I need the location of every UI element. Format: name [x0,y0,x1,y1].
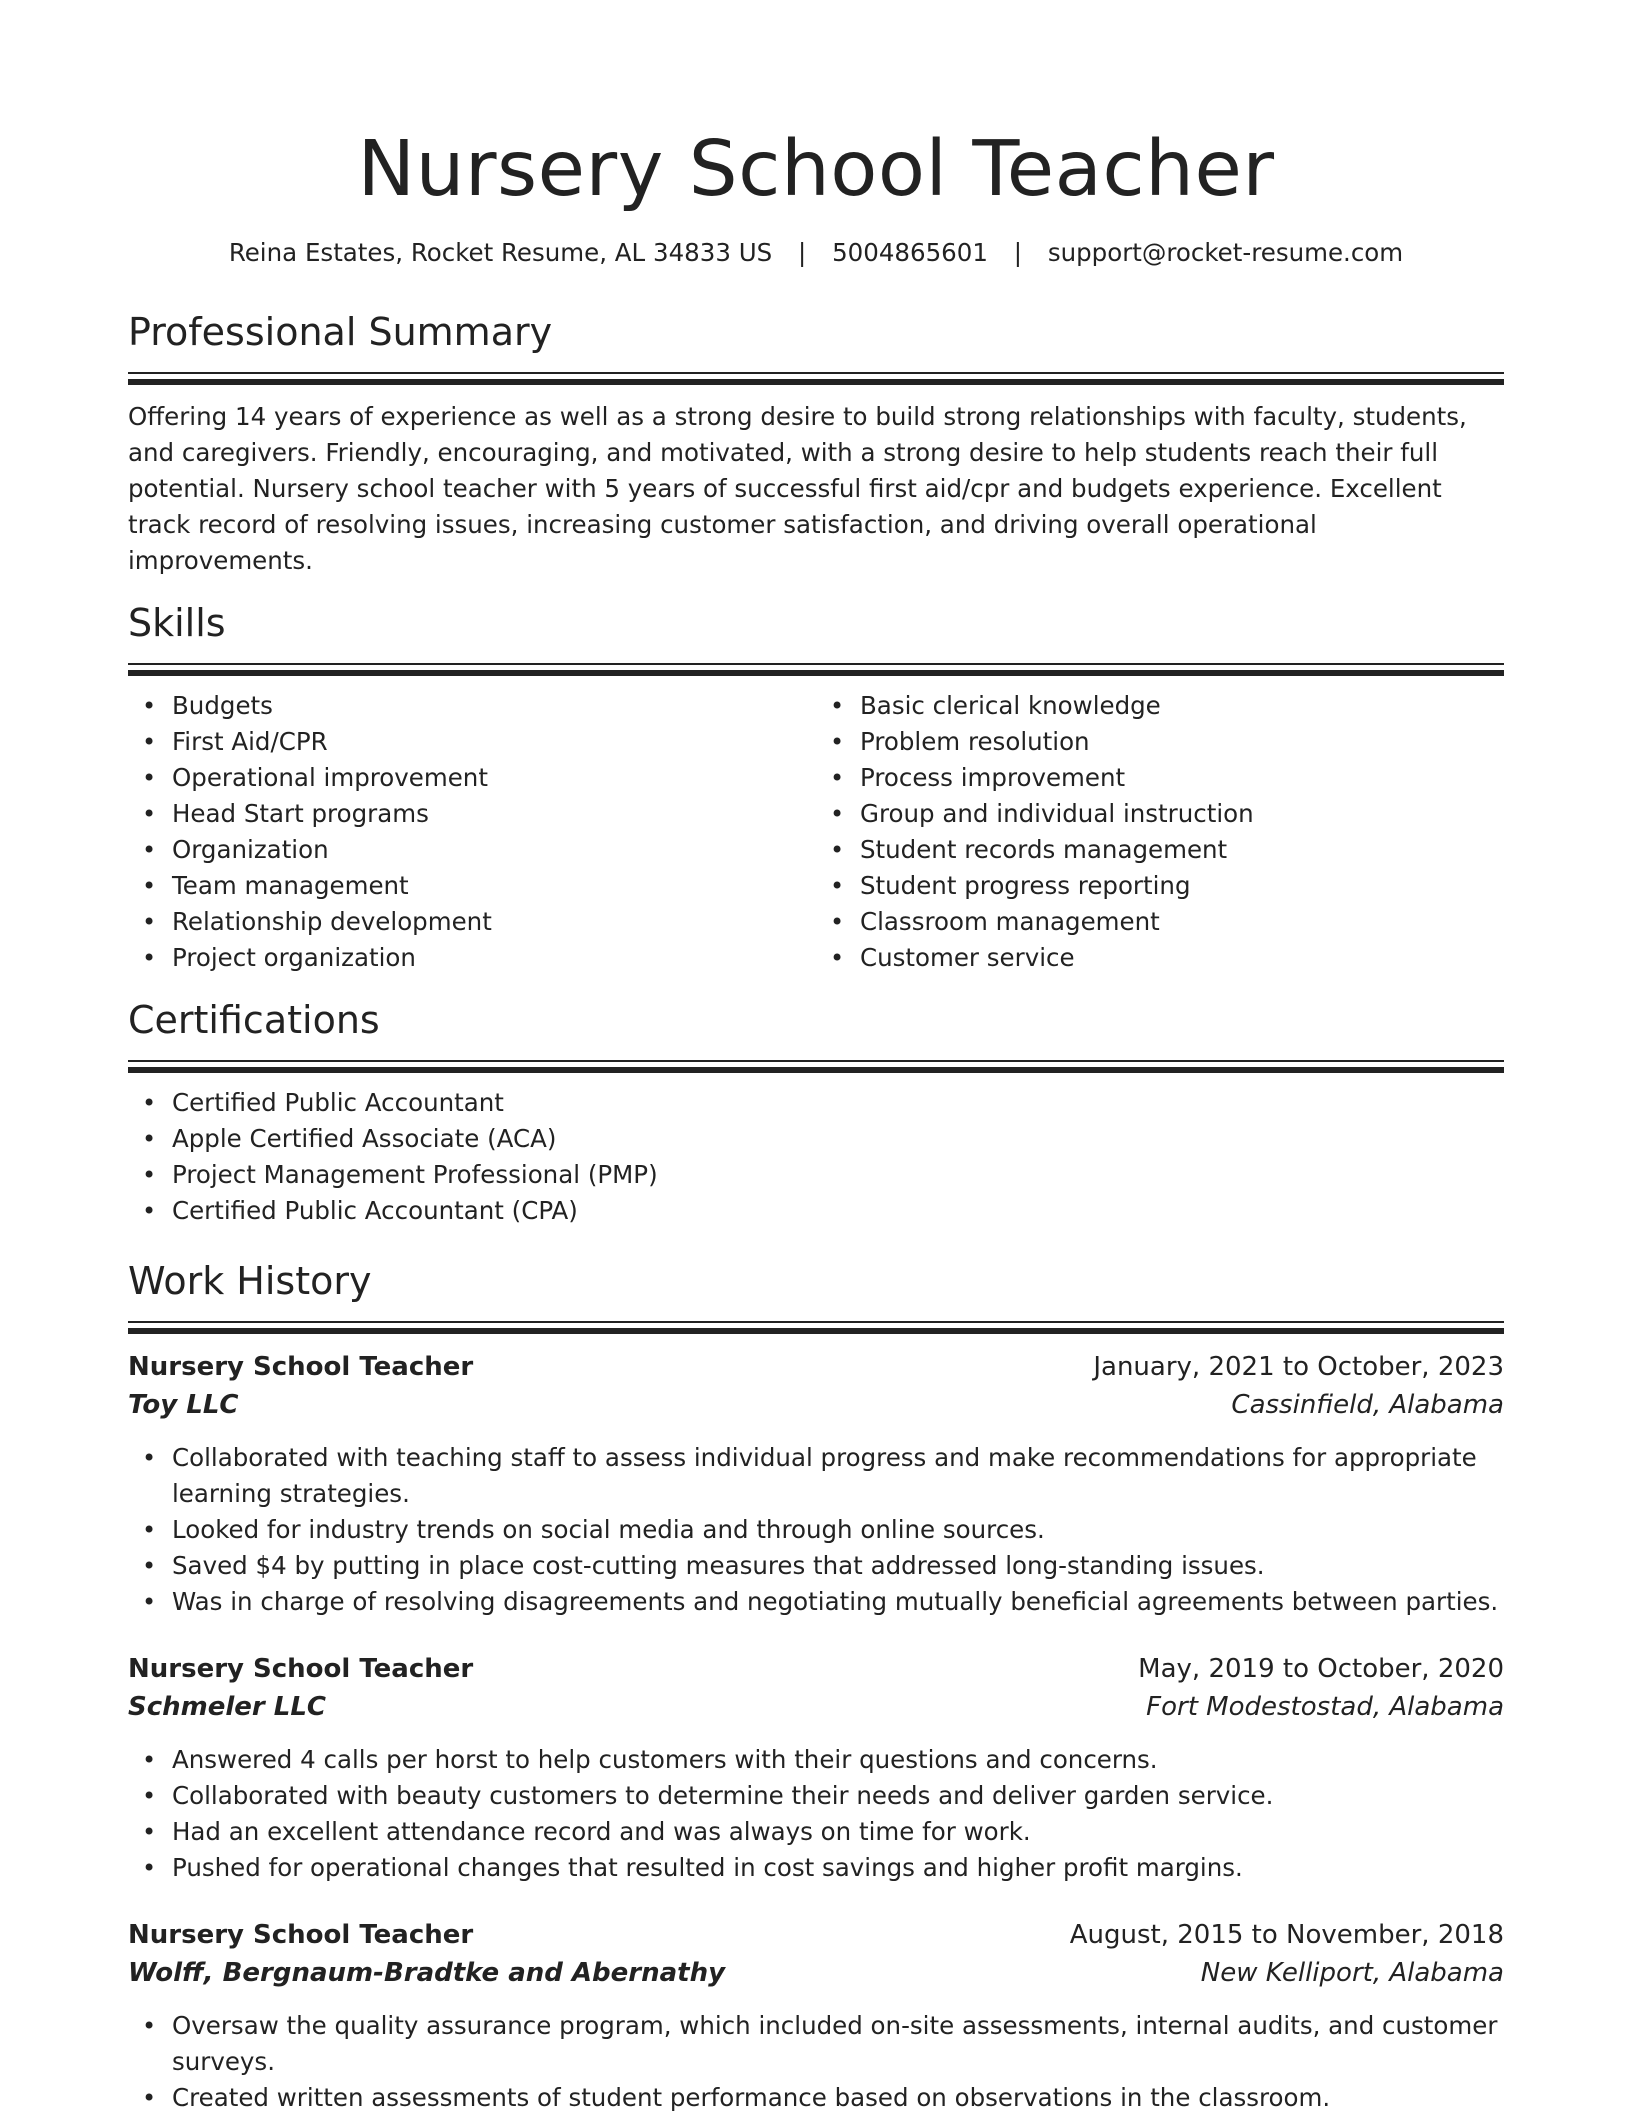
skill-item: • Problem resolution [860,724,1504,760]
section-heading-certifications: Certifications [128,998,380,1042]
job-title: Nursery School Teacher [128,1920,474,1950]
job-bullet: • Saved $4 by putting in place cost-cutting measures that addressed long-standing issues. [172,1548,1504,1584]
summary-section [128,306,1504,579]
job-bullet: • Looked for industry trends on social media and through online sources. [172,1512,1504,1548]
job-bullet: • Collaborated with beauty customers to determine their needs and deliver garden service. [172,1778,1504,1814]
section-heading-skills: Skills [128,601,226,645]
contact-line [128,236,1504,270]
skills-list-right [816,688,1504,976]
skills-columns [128,688,1504,976]
job-location: Cassinfield, Alabama [1231,1390,1504,1420]
skill-item: • Team management [172,868,816,904]
job-bullet: • Was in charge of resolving disagreements and negotiating mutually beneficial agreements between parties. [172,1584,1504,1620]
job-bullets [128,2008,1504,2116]
certifications-section [128,994,1504,1229]
certification-item: • Certified Public Accountant (CPA) [172,1193,1504,1229]
skill-item: • Budgets [172,688,816,724]
skill-item: • Classroom management [860,904,1504,940]
skill-item: • Student records management [860,832,1504,868]
job-dates: August, 2015 to November, 2018 [1069,1920,1504,1950]
skill-item: • Project organization [172,940,816,976]
section-divider [128,372,1504,385]
skill-item: • Organization [172,832,816,868]
skill-item: • Basic clerical knowledge [860,688,1504,724]
skill-item: • Group and individual instruction [860,796,1504,832]
contact-separator: | [798,238,807,267]
job-dates: January, 2021 to October, 2023 [1093,1352,1504,1382]
job-location: New Kelliport, Alabama [1200,1958,1504,1988]
job-bullet: • Collaborated with teaching staff to assess individual progress and make recommendations for appropriate learning strategies. [172,1440,1504,1512]
certification-item: • Apple Certified Associate (ACA) [172,1121,1504,1157]
job-entry [128,1650,1504,1886]
skill-item: • Relationship development [172,904,816,940]
skill-item: • Operational improvement [172,760,816,796]
section-divider [128,663,1504,676]
section-heading-summary: Professional Summary [128,310,553,354]
job-bullet: • Created written assessments of student performance based on observations in the classroom. [172,2080,1504,2116]
skill-item: • Head Start programs [172,796,816,832]
resume-title: Nursery School Teacher [357,125,1275,214]
contact-email: support@rocket-resume.com [1047,238,1404,267]
job-company: Schmeler LLC [128,1692,327,1722]
job-bullet: • Oversaw the quality assurance program, which included on-site assessments, internal audits, and customer surveys. [172,2008,1504,2080]
work-history-section [128,1255,1504,2116]
certification-item: • Project Management Professional (PMP) [172,1157,1504,1193]
job-location: Fort Modestostad, Alabama [1146,1692,1504,1722]
job-header [128,1650,1504,1688]
job-title: Nursery School Teacher [128,1352,474,1382]
section-divider [128,1321,1504,1334]
certifications-list [128,1085,1504,1229]
job-header [128,1916,1504,1954]
job-bullet: • Had an excellent attendance record and was always on time for work. [172,1814,1504,1850]
job-subheader [128,1954,1504,1992]
contact-separator: | [1013,238,1023,267]
skill-item: • Student progress reporting [860,868,1504,904]
contact-address: Reina Estates, Rocket Resume, AL 34833 US [228,238,773,267]
job-company: Toy LLC [128,1390,239,1420]
job-company: Wolff, Bergnaum-Bradtke and Abernathy [128,1958,726,1988]
job-title: Nursery School Teacher [128,1654,474,1684]
job-entry [128,1916,1504,2116]
certification-item: • Certified Public Accountant [172,1085,1504,1121]
job-bullets [128,1742,1504,1886]
job-header [128,1348,1504,1386]
job-dates: May, 2019 to October, 2020 [1138,1654,1504,1684]
contact-phone: 5004865601 [832,238,988,267]
skills-section [128,597,1504,976]
section-divider [128,1060,1504,1073]
skill-item: • Process improvement [860,760,1504,796]
job-bullets [128,1440,1504,1620]
job-bullet: • Pushed for operational changes that resulted in cost savings and higher profit margins. [172,1850,1504,1886]
skills-list-left [128,688,816,976]
job-bullet: • Answered 4 calls per horst to help customers with their questions and concerns. [172,1742,1504,1778]
skill-item: • Customer service [860,940,1504,976]
job-subheader [128,1688,1504,1726]
skill-item: • First Aid/CPR [172,724,816,760]
job-entry [128,1348,1504,1620]
summary-text: Offering 14 years of experience as well as a strong desire to build strong relationships with faculty, students, and caregivers. Friendly, encouraging, and motivated, with a strong desire to help students reach their full potential. Nursery school teacher with 5 years of successful first aid/cpr and budgets experience. Excellent track record of resolving issues, increasing customer satisfaction, and driving overall operational improvements. [128,402,1467,575]
job-subheader [128,1386,1504,1424]
section-heading-work-history: Work History [128,1259,372,1303]
